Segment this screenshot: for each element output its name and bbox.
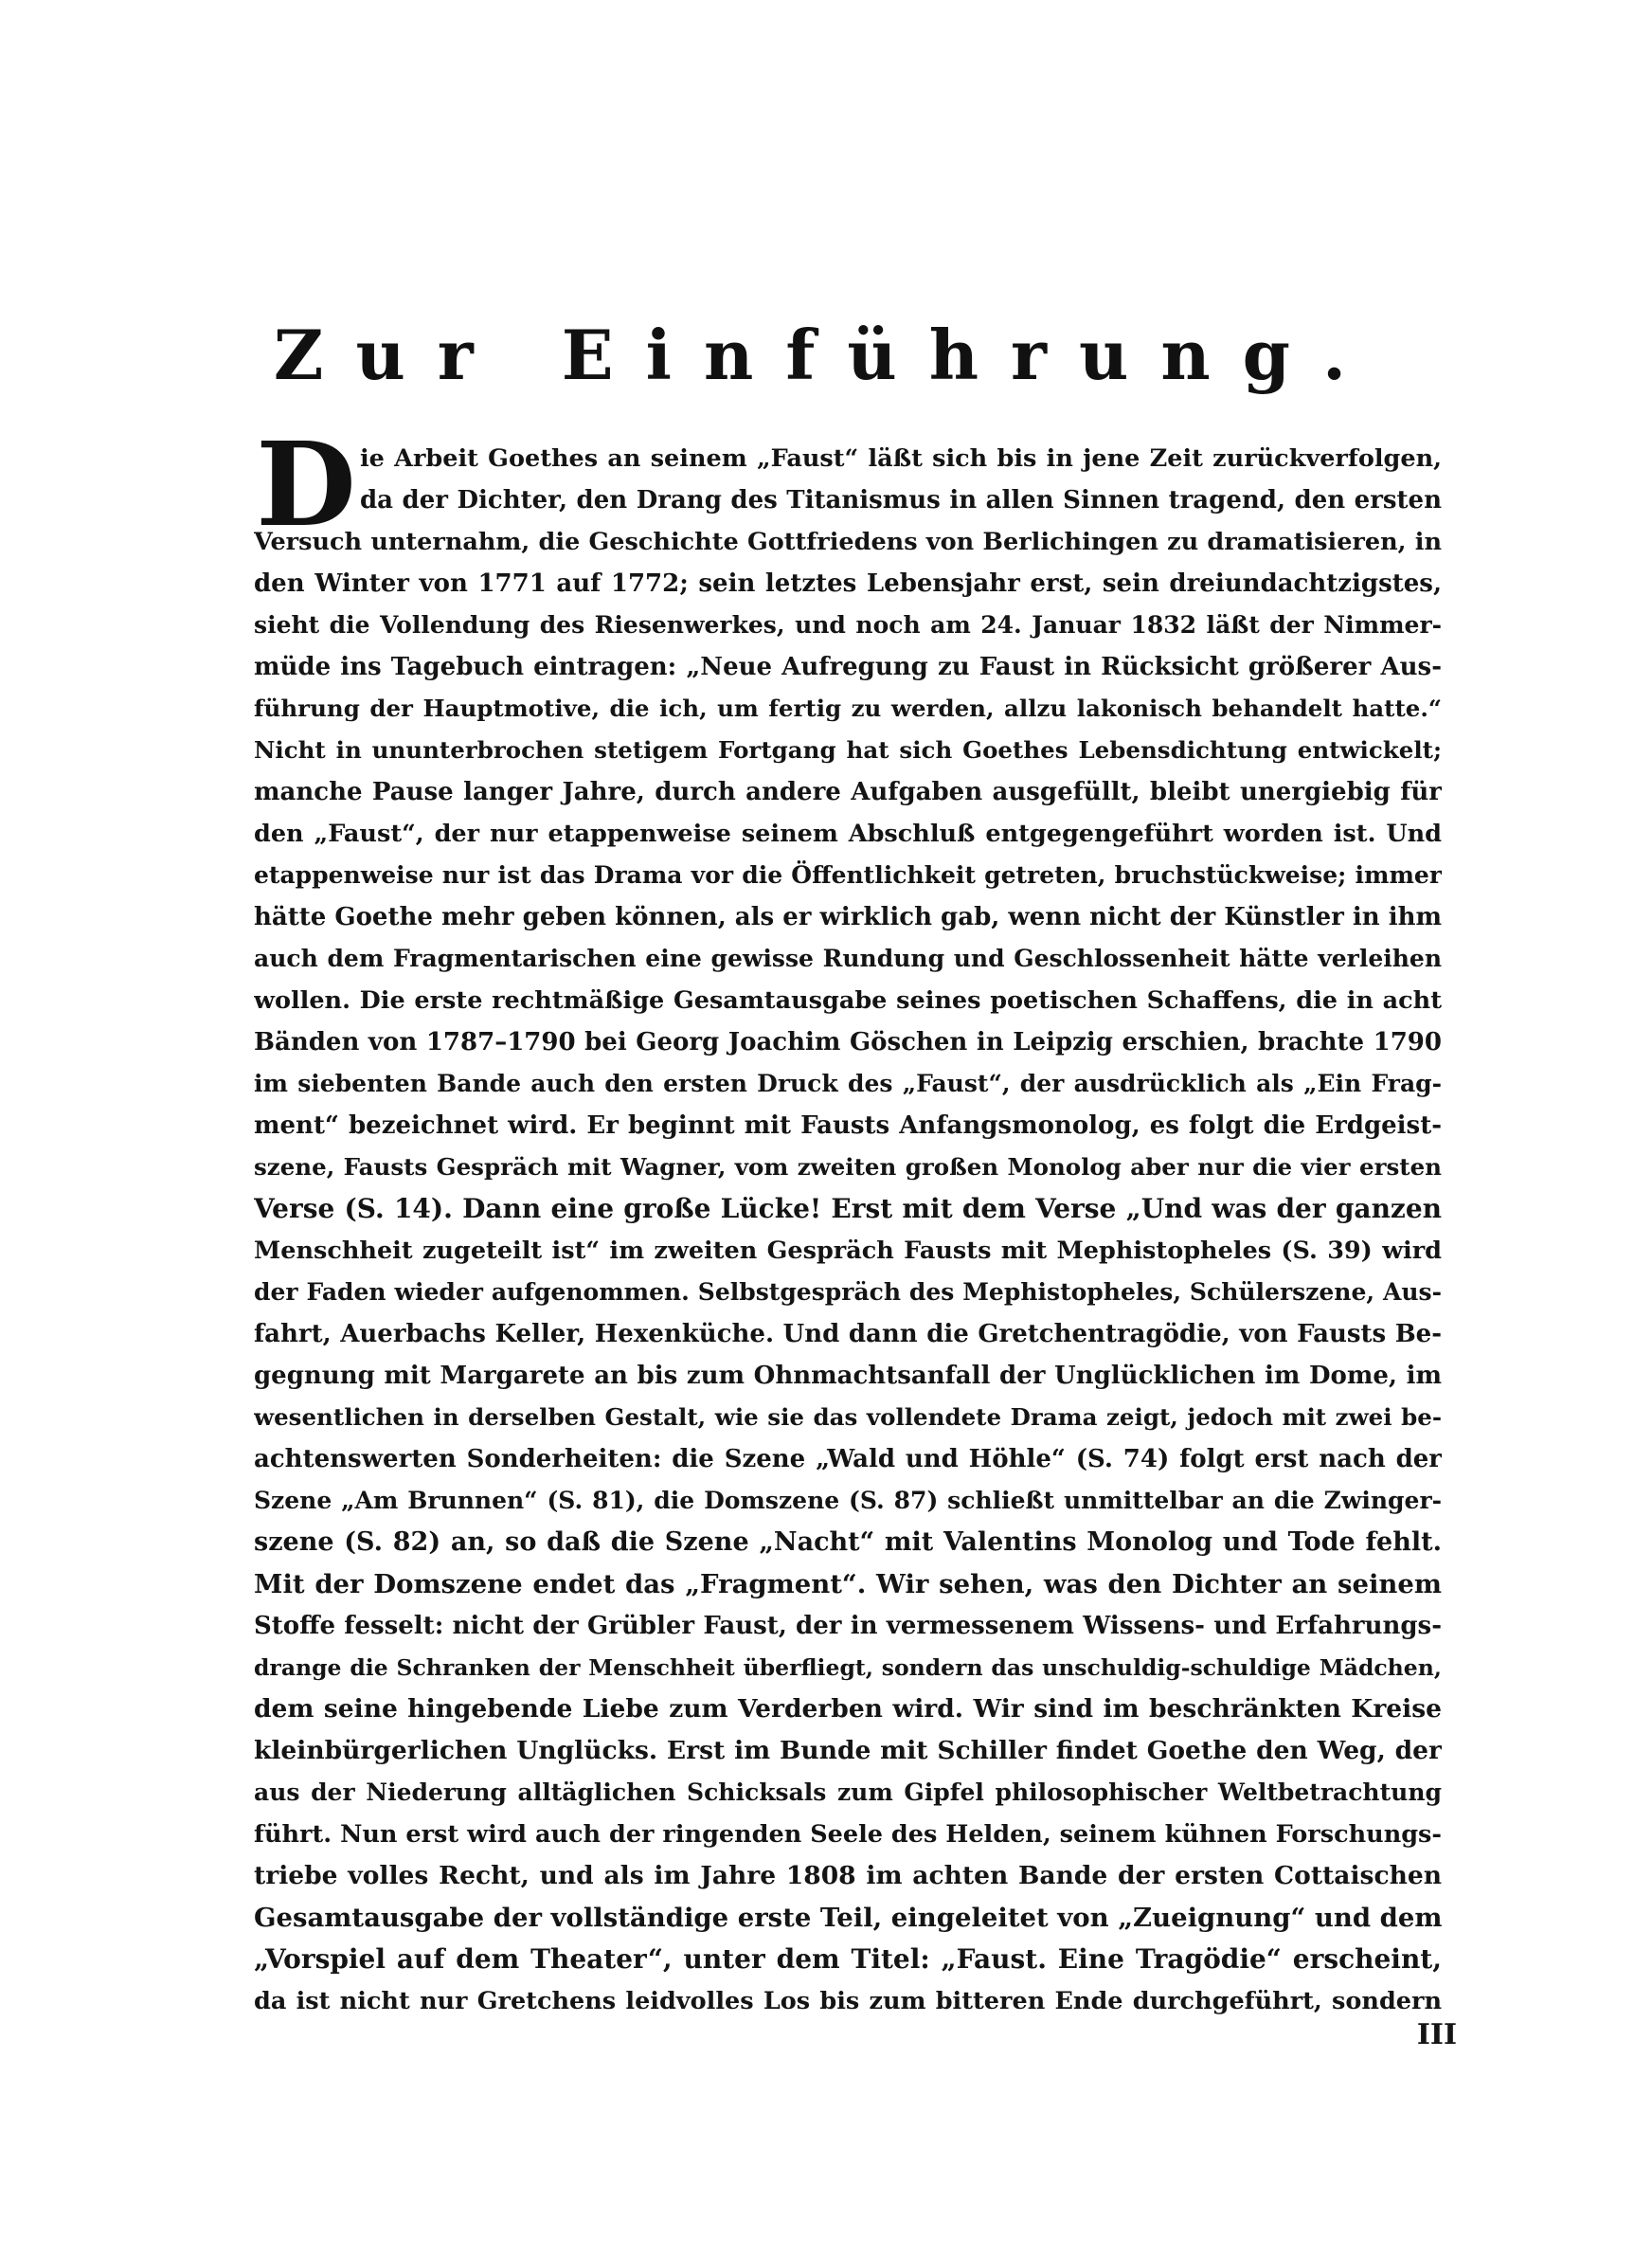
text-line: Bänden von 1787–1790 bei Georg Joachim Göschen in Leipzig erschien, brachte 1790 <box>254 1028 1442 1056</box>
text-line: den Winter von 1771 auf 1772; sein letztes Lebensjahr erst, sein dreiundachtzigstes, <box>254 569 1442 598</box>
text-line: Verse (S. 14). Dann eine große Lücke! Erst mit dem Verse „Und was der ganzen <box>254 1193 1442 1224</box>
text-line: kleinbürgerlichen Unglücks. Erst im Bunde mit Schiller findet Goethe den Weg, der <box>254 1736 1442 1765</box>
text-line: manche Pause langer Jahre, durch andere Aufgaben ausgefüllt, bleibt unergiebig für <box>254 778 1442 806</box>
text-line: fahrt, Auerbachs Keller, Hexenküche. Und dann die Gretchentragödie, von Fausts Be- <box>254 1320 1442 1348</box>
text-line: Gesamtausgabe der vollständige erste Teil, eingeleitet von „Zueignung“ und dem <box>254 1903 1442 1933</box>
text-line: den „Faust“, der nur etappenweise seinem Abschluß entgegengeführt worden ist. Und <box>254 820 1442 848</box>
text-line: Versuch unternahm, die Geschichte Gottfriedens von Berlichingen zu dramatisieren, in <box>254 528 1442 556</box>
text-line: wollen. Die erste rechtmäßige Gesamtausgabe seines poetischen Schaffens, die in acht <box>254 986 1442 1015</box>
text-line: drange die Schranken der Menschheit überfliegt, sondern das unschuldig-schuldige Mädchen, <box>254 1654 1442 1681</box>
text-line: achtenswerten Sonderheiten: die Szene „Wald und Höhle“ (S. 74) folgt erst nach der <box>254 1445 1442 1473</box>
text-line: ie Arbeit Goethes an seinem „Faust“ läßt sich bis in jene Zeit zurückverfolgen, <box>360 444 1442 473</box>
page-number: III <box>1416 2018 1457 2051</box>
text-line: Stoffe fesselt: nicht der Grübler Faust, der in vermessenem Wissens- und Erfahrungs- <box>254 1612 1442 1640</box>
text-line: sieht die Vollendung des Riesenwerkes, und noch am 24. Januar 1832 läßt der Nimmer- <box>254 611 1442 639</box>
text-line: Menschheit zugeteilt ist“ im zweiten Gespräch Fausts mit Mephistopheles (S. 39) wird <box>254 1237 1442 1265</box>
text-line: szene, Fausts Gespräch mit Wagner, vom zweiten großen Monolog aber nur die vier ersten <box>254 1153 1442 1181</box>
text-line: Mit der Domszene endet das „Fragment“. Wir sehen, was den Dichter an seinem <box>254 1569 1442 1599</box>
text-line: gegnung mit Margarete an bis zum Ohnmachtsanfall der Unglücklichen im Dome, im <box>254 1362 1442 1390</box>
text-line: dem seine hingebende Liebe zum Verderben wird. Wir sind im beschränkten Kreise <box>254 1694 1442 1724</box>
text-line: führung der Hauptmotive, die ich, um fertig zu werden, allzu lakonisch behandelt hatte.“ <box>254 695 1442 722</box>
text-line: hätte Goethe mehr geben können, als er wirklich gab, wenn nicht der Künstler in ihm <box>254 903 1442 931</box>
text-line: wesentlichen in derselben Gestalt, wie sie das vollendete Drama zeigt, jedoch mit zwei be- <box>254 1403 1442 1431</box>
text-line: da der Dichter, den Drang des Titanismus in allen Sinnen tragend, den ersten <box>360 486 1442 515</box>
text-line: der Faden wieder aufgenommen. Selbstgespräch des Mephistopheles, Schülerszene, Aus- <box>254 1278 1442 1306</box>
text-line: führt. Nun erst wird auch der ringenden Seele des Helden, seinem kühnen Forschungs- <box>254 1820 1442 1849</box>
text-line: ment“ bezeichnet wird. Er beginnt mit Fausts Anfangsmonolog, es folgt die Erdgeist- <box>254 1111 1442 1140</box>
chapter-title: Zur Einführung. <box>273 315 1379 395</box>
text-line: auch dem Fragmentarischen eine gewisse Rundung und Geschlossenheit hätte verleihen <box>254 945 1442 972</box>
text-line: Szene „Am Brunnen“ (S. 81), die Domszene (S. 87) schließt unmittelbar an die Zwinger- <box>254 1487 1442 1514</box>
text-line: müde ins Tagebuch eintragen: „Neue Aufregung zu Faust in Rücksicht größerer Aus- <box>254 653 1442 681</box>
drop-cap: D <box>256 416 356 552</box>
text-line: etappenweise nur ist das Drama vor die Öffentlichkeit getreten, bruchstückweise; immer <box>254 861 1442 889</box>
text-line: Nicht in ununterbrochen stetigem Fortgang hat sich Goethes Lebensdichtung entwickelt; <box>254 736 1442 764</box>
body-text <box>254 416 1442 2015</box>
text-line: szene (S. 82) an, so daß die Szene „Nacht“ mit Valentins Monolog und Tode fehlt. <box>254 1527 1442 1557</box>
text-line: im siebenten Bande auch den ersten Druck des „Faust“, der ausdrücklich als „Ein Frag- <box>254 1070 1442 1097</box>
text-line: da ist nicht nur Gretchens leidvolles Los bis zum bitteren Ende durchgeführt, sondern <box>254 1987 1442 2015</box>
text-line: „Vorspiel auf dem Theater“, unter dem Titel: „Faust. Eine Tragödie“ erscheint, <box>254 1943 1442 1975</box>
text-line: aus der Niederung alltäglichen Schicksals zum Gipfel philosophischer Weltbetrachtung <box>254 1779 1442 1806</box>
text-line: triebe volles Recht, und als im Jahre 1808 im achten Bande der ersten Cottaischen <box>254 1861 1442 1890</box>
